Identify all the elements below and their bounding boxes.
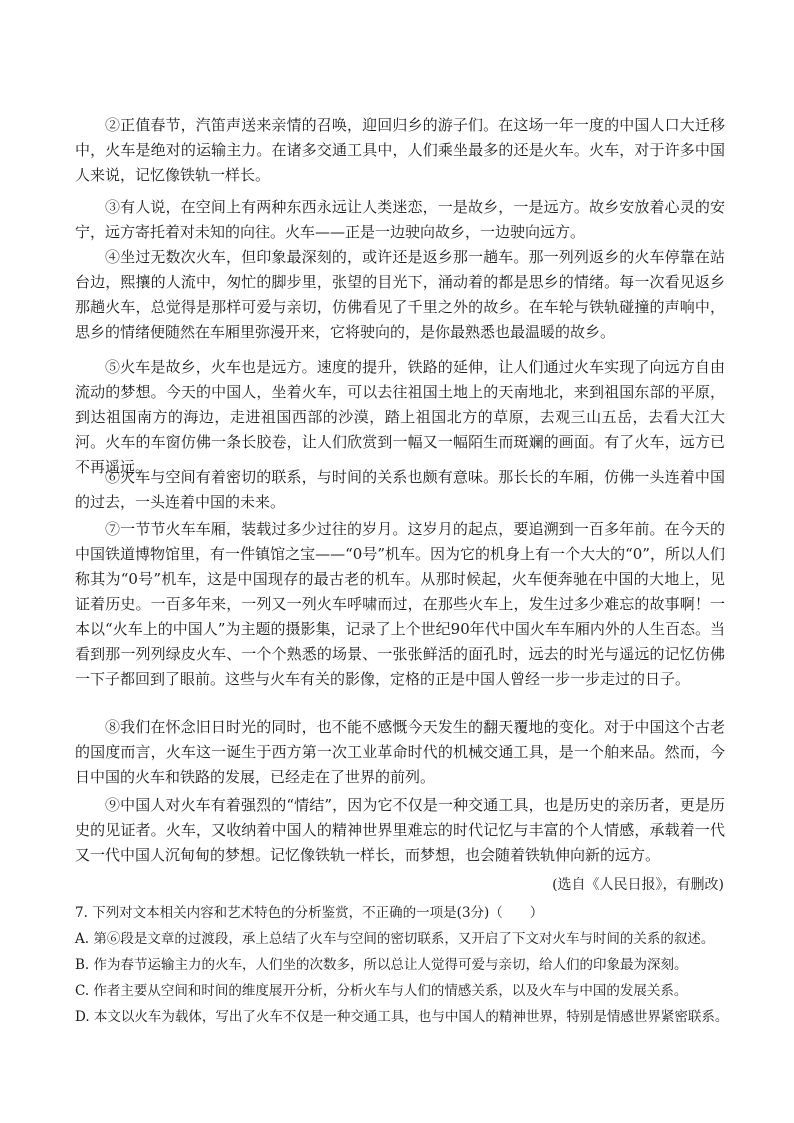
option-d: D. 本文以火车为载体，写出了火车不仅是一种交通工具，也与中国人的精神世界，特别是情感世界紧密联系。 <box>75 1009 729 1025</box>
paragraph-4: ④坐过无数次火车，但印象最深刻的，或许还是返乡那一趟车。那一列列返乡的火车停靠在站台边，熙攘的人流中，匆忙的脚步里，张望的目光下，涌动着的都是思乡的情绪。每一次看见返乡那趟火车，总觉得是那样可爱与亲切，仿佛看见了千里之外的故乡。在车轮与铁轨碰撞的声响中，思乡的情绪便随然在车厢里弥漫开来，它将驶向的，是你最熟悉也最温暖的故乡。 <box>75 248 725 341</box>
question-7 <box>75 900 735 1030</box>
paragraph-6: ⑥火车与空间有着密切的联系，与时间的关系也颇有意味。那长长的车厢，仿佛一头连着中国的过去，一头连着中国的未来。 <box>75 468 725 511</box>
option-a: A. 第⑥段是文章的过渡段，承上总结了火车与空间的密切联系，又开启了下文对火车与时间的关系的叙述。 <box>75 931 715 947</box>
paragraph-3: ③有人说，在空间上有两种东西永远让人类迷恋，一是故乡，一是远方。故乡安放着心灵的安宁，远方寄托着对未知的向往。火车——正是一边驶向故乡，一边驶向远方。 <box>75 198 725 241</box>
paragraph-9: ⑨中国人对火车有着强烈的“情结”，因为它不仅是一种交通工具，也是历史的亲历者，更是历史的见证者。火车，又收纳着中国人的精神世界里难忘的时代记忆与丰富的个人情感，承载着一代又一代中国人沉甸甸的梦想。记忆像铁轨一样长，而梦想，也会随着铁轨伸向新的远方。 <box>75 796 725 864</box>
paragraph-5: ⑤火车是故乡，火车也是远方。速度的提升，铁路的延伸，让人们通过火车实现了向远方自由流动的梦想。今天的中国人，坐着火车，可以去往祖国土地上的天南地北，来到祖国东部的平原，到达祖国南方的海边，走进祖国西部的沙漠，踏上祖国北方的草原，去观三山五岳，去看大江大河。火车的车窗仿佛一条长胶卷，让人们欣赏到一幅又一幅陌生而斑斓的画面。有了火车，远方已不再遥远。 <box>75 358 725 476</box>
question-stem: 7. 下列对文本相关内容和艺术特色的分析鉴赏，不正确的一项是(3分)（ ） <box>75 905 544 921</box>
paragraph-2: ②正值春节，汽笛声送来亲情的召唤，迎回归乡的游子们。在这场一年一度的中国人口大迁移中，火车是绝对的运输主力。在诸多交通工具中，人们乘坐最多的还是火车。火车，对于许多中国人来说，记忆像铁轨一样长。 <box>75 116 725 184</box>
paragraph-8: ⑧我们在怀念旧日时光的同时，也不能不感慨今天发生的翻天覆地的变化。对于中国这个古老的国度而言，火车这一诞生于西方第一次工业革命时代的机械交通工具，是一个舶来品。然而，今日中国的火车和铁路的发展，已经走在了世界的前列。 <box>75 718 725 786</box>
option-b: B. 作为春节运输主力的火车，人们坐的次数多，所以总让人觉得可爱与亲切，给人们的印象最为深刻。 <box>75 957 688 973</box>
source-citation: (选自《人民日报》，有删改) <box>552 877 724 893</box>
option-c: C. 作者主要从空间和时间的维度展开分析，分析火车与人们的情感关系，以及火车与中国的发展关系。 <box>75 983 688 999</box>
paragraph-7: ⑦一节节火车车厢，装载过多少过往的岁月。这岁月的起点，要追溯到一百多年前。在今天的中国铁道博物馆里，有一件镇馆之宝——“0号”机车。因为它的机身上有一个大大的“0”，所以人们称其为“0号”机车，这是中国现存的最古老的机车。从那时候起，火车便奔驰在中国的大地上，见证着历史。一百多年来，一列又一列火车呼啸而过，在那些火车上，发生过多少难忘的故事啊！一本以“火车上的中国人”为主题的摄影集，记录了上个世纪90年代中国火车车厢内外的人生百态。当看到那一列列绿皮火车、一个个熟悉的场景、一张张鲜活的面孔时，远去的时光与遥远的记忆仿佛一下子都回到了眼前。这些与火车有关的影像，定格的正是中国人曾经一步一步走过的日子。 <box>75 520 725 688</box>
